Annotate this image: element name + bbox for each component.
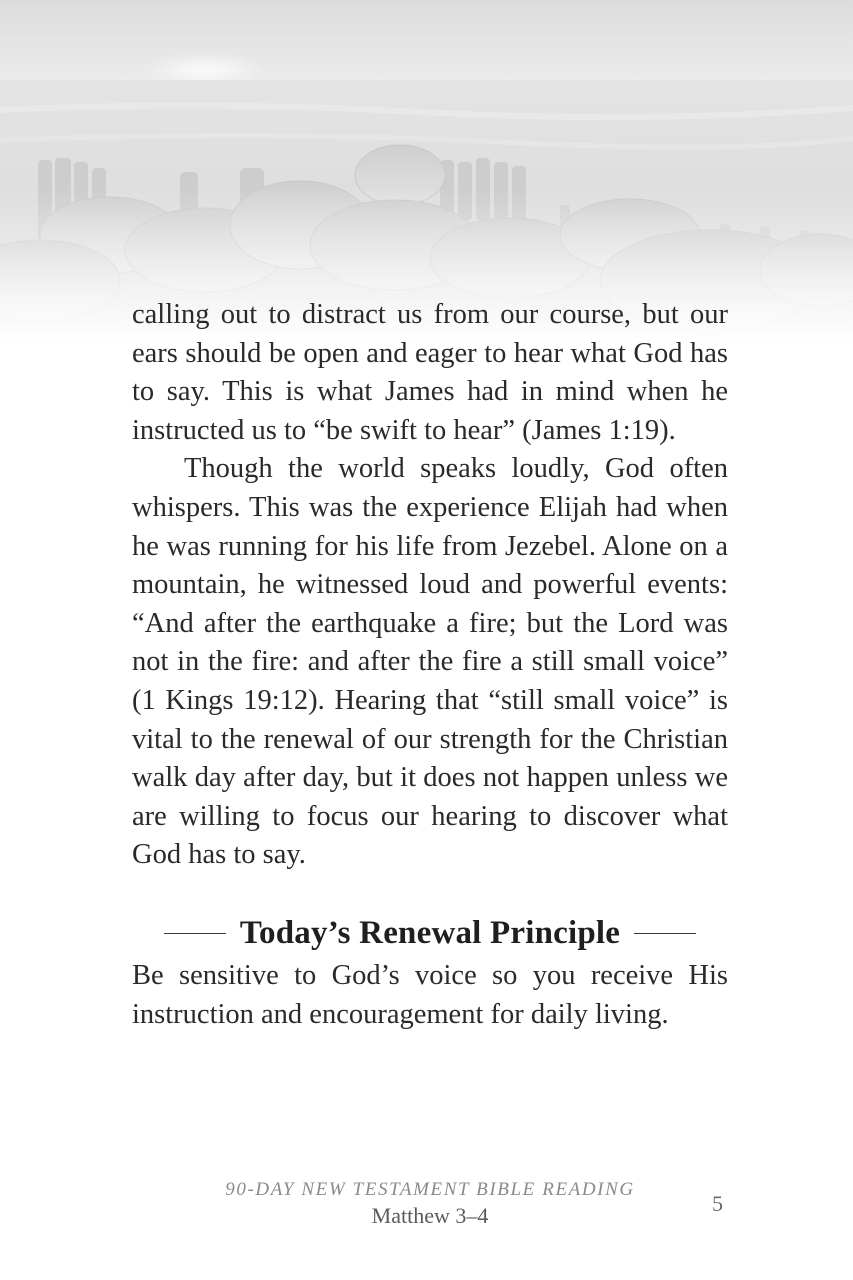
renewal-principle-body: Be sensitive to God’s voice so you receive His instruction and encouragement for daily living. [132, 960, 728, 1030]
renewal-principle-title: Today’s Renewal Principle [239, 914, 621, 951]
body-paragraph-2: Though the world speaks loudly, God often whispers. This was the experience Elijah had when he was running for his life from Jezebel. Alone on a mountain, he witnessed loud and powerful events: “And after the earthquake a fire; but the Lord was not in the fire: and after the fire a still small voice” (1 Kings 19:12). Hearing that “still small voice” is vital to the renewal of our strength for the Christian walk day after day, but it does not happen unless we are willing to focus our hearing to discover what God has to say. [132, 453, 728, 871]
footer-reading: Matthew 3–4 [371, 1203, 489, 1228]
renewal-principle-heading [132, 910, 728, 956]
seascape-header-image [0, 0, 853, 340]
footer-series-title: 90-DAY NEW TESTAMENT BIBLE READING [225, 1179, 635, 1200]
page-number: 5 [712, 1191, 723, 1216]
heading-rule-left [164, 933, 226, 934]
heading-rule-right [634, 933, 696, 934]
body-text [132, 296, 728, 875]
renewal-principle-text [132, 957, 728, 1034]
body-paragraph-1: calling out to distract us from our course, but our ears should be open and eager to hear what God has to say. This is what James had in mind when he instructed us to “be swift to hear” (James 1:19). [132, 299, 728, 446]
